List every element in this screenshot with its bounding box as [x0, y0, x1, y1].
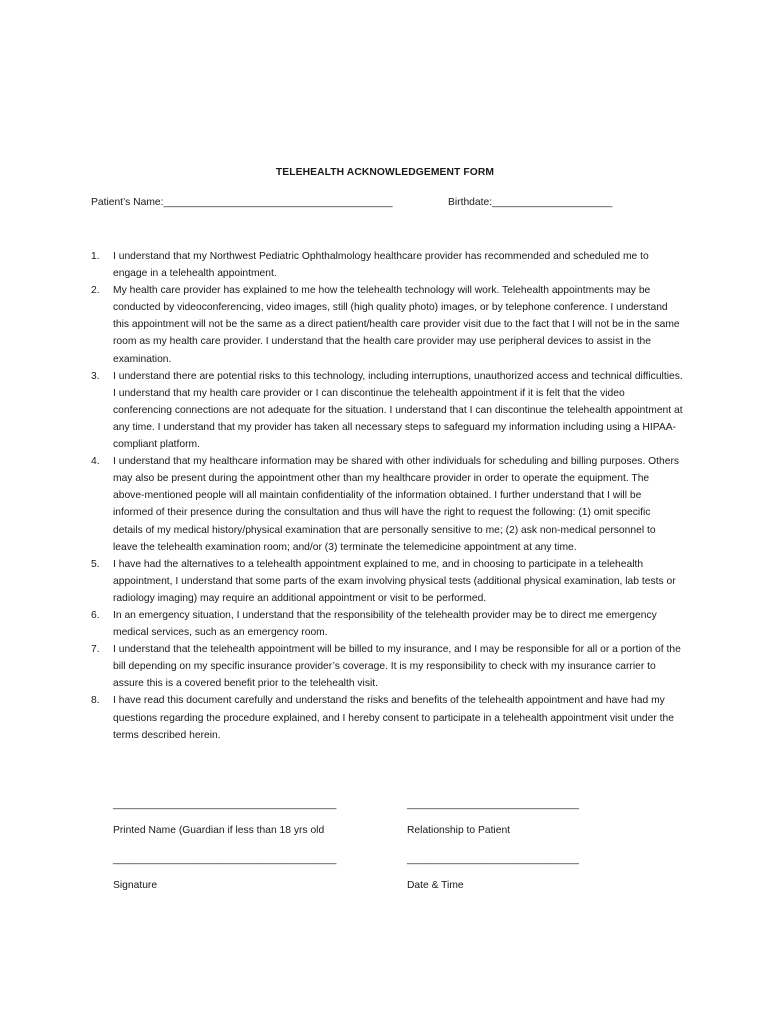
list-item [91, 453, 683, 556]
item-text: I understand that the telehealth appointment will be billed to my insurance, and I may be responsible for all or a portion of the bill depending on my specific insurance provider’s coverage. It is my responsibility to check with my insurance carrier to assure this is a covered benefit prior to the telehealth visit. [113, 644, 681, 690]
date-time-line: ______________________________ [407, 854, 579, 865]
relationship-line: ______________________________ [407, 799, 579, 810]
form-title: TELEHEALTH ACKNOWLEDGEMENT FORM [275, 167, 495, 178]
patient-name-label: Patient’s Name: [91, 197, 164, 208]
relationship-label: Relationship to Patient [407, 825, 511, 836]
item-number: 2. [91, 285, 100, 297]
patient-name-line: ________________________________________ [163, 197, 393, 208]
acknowledgement-list [91, 248, 683, 744]
signature-line: _______________________________________ [113, 854, 337, 865]
item-text: I have read this document carefully and understand the risks and benefits of the telehealth appointment and have had my questions regarding the procedure explained, and I hereby consent to participate in a telehealth appointment visit under the terms described herein. [113, 695, 674, 741]
patient-name-field [91, 197, 393, 208]
list-item [91, 607, 683, 641]
item-number: 7. [91, 644, 100, 656]
list-item [91, 248, 683, 282]
item-number: 4. [91, 456, 100, 468]
list-item [91, 282, 683, 367]
birthdate-line: _____________________ [492, 197, 613, 208]
list-item [91, 692, 683, 743]
item-number: 6. [91, 609, 100, 621]
list-item [91, 368, 683, 453]
printed-name-label: Printed Name (Guardian if less than 18 yrs old [113, 825, 325, 836]
birthdate-field [448, 197, 612, 208]
signature-label: Signature [113, 880, 158, 891]
item-text: My health care provider has explained to me how the telehealth technology will work. Telehealth appointments may be conducted by videoconferencing, video images, still (high quality photo) images, or by telephone conference. I understand this appointment will not be the same as a direct patient/health care provider visit due to the fact that I will not be in the same room as my health care provider. I understand that the health care provider may use peripheral devices to assist in the examination. [113, 285, 680, 365]
list-item [91, 641, 683, 692]
item-text: I understand that my Northwest Pediatric Ophthalmology healthcare provider has recommended and scheduled me to engage in a telehealth appointment. [113, 251, 649, 280]
item-text: I understand there are potential risks to this technology, including interruptions, unauthorized access and technical difficulties. I understand that my health care provider or I can discontinue the telehealth appointment if it is felt that the video conferencing connections are not adequate for the situation. I understand that I can discontinue the telehealth appointment at any time. I understand that my provider has taken all necessary steps to safeguard my information including using a HIPAA-compliant platform. [113, 370, 683, 451]
item-text: In an emergency situation, I understand that the responsibility of the telehealth provider may be to direct me emergency medical services, such as an emergency room. [113, 609, 657, 639]
item-number: 5. [91, 558, 100, 570]
date-time-label: Date & Time [407, 880, 464, 891]
birthdate-label: Birthdate: [448, 197, 493, 208]
list-item [91, 556, 683, 607]
printed-name-line: _______________________________________ [113, 799, 337, 810]
item-number: 1. [91, 251, 100, 262]
item-text: I have had the alternatives to a telehealth appointment explained to me, and in choosing to participate in a telehealth appointment, I understand that some parts of the exam involving physical tests (additional physical examination, lab tests or radiology imaging) may require an additional appointment or visit to be performed. [113, 558, 676, 604]
item-number: 3. [91, 370, 100, 382]
item-text: I understand that my healthcare information may be shared with other individuals for scheduling and billing purposes. Others may also be present during the appointment other than my healthcare provider in order to operate the equipment. The above-mentioned people will all maintain confidentiality of the information obtained. I further understand that I will be informed of their presence during the consultation and thus will have the right to request the following: (1) omit specific details of my medical history/physical examination that are personally sensitive to me; (2) ask non-medical personnel to leave the telehealth examination room; and/or (3) terminate the telemedicine appointment at any time. [113, 456, 680, 553]
item-number: 8. [91, 695, 100, 707]
